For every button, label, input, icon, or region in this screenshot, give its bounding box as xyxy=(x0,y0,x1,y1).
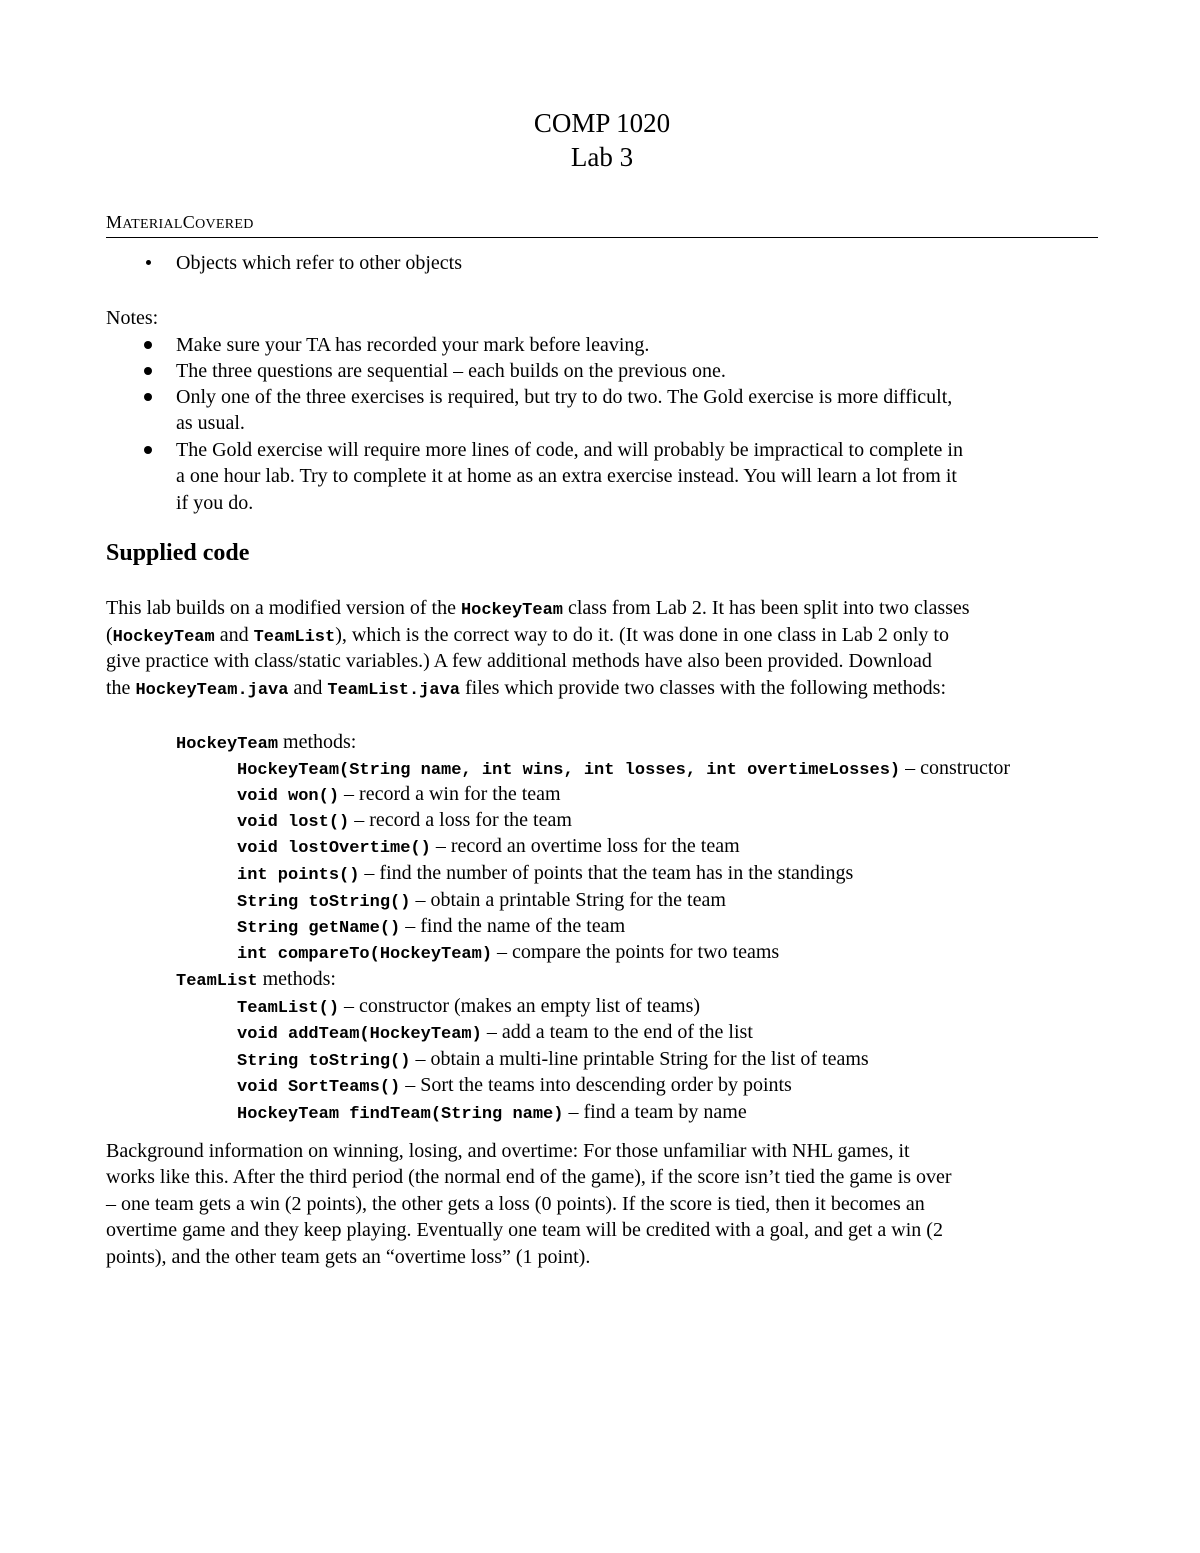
background-line: overtime game and they keep playing. Eventually one team will be credited with a goal, and get a win (2 xyxy=(106,1219,943,1241)
method-entry: TeamList() – constructor (makes an empty list of teams) xyxy=(237,995,701,1018)
material-item: Objects which refer to other objects xyxy=(176,252,463,274)
method-entry: String toString() – obtain a printable String for the team xyxy=(237,889,726,912)
lab-title: Lab 3 xyxy=(570,142,634,172)
method-entry: void won() – record a win for the team xyxy=(237,783,561,806)
bullet-icon xyxy=(144,446,152,454)
hockeyteam-methods-header: HockeyTeam methods: xyxy=(176,731,357,754)
method-entry: HockeyTeam findTeam(String name) – find a team by name xyxy=(237,1101,747,1124)
paragraph-line: This lab builds on a modified version of the HockeyTeam class from Lab 2. It has been split into two classes xyxy=(106,597,970,620)
paragraph-line: (HockeyTeam and TeamList), which is the correct way to do it. (It was done in one class in Lab 2 only to xyxy=(106,624,949,647)
notes-label: Notes: xyxy=(106,307,159,329)
paragraph-line: give practice with class/static variables.) A few additional methods have also been provided. Download xyxy=(106,650,932,672)
method-entry: String toString() – obtain a multi-line printable String for the list of teams xyxy=(237,1048,869,1071)
bullet-icon xyxy=(144,393,152,401)
method-entry: void lost() – record a loss for the team xyxy=(237,809,572,832)
note-item: The three questions are sequential – each builds on the previous one. xyxy=(176,360,726,382)
paragraph-line: the HockeyTeam.java and TeamList.java files which provide two classes with the following methods: xyxy=(106,677,947,700)
background-line: points), and the other team gets an “overtime loss” (1 point). xyxy=(106,1246,591,1268)
course-title: COMP 1020 xyxy=(533,108,671,138)
method-entry: int points() – find the number of points that the team has in the standings xyxy=(237,862,854,885)
method-entry: void SortTeams() – Sort the teams into descending order by points xyxy=(237,1074,792,1097)
background-line: works like this. After the third period (the normal end of the game), if the score isn’t tied the game is over xyxy=(106,1166,952,1188)
bullet-icon xyxy=(144,341,152,349)
teamlist-methods-header: TeamList methods: xyxy=(176,968,336,991)
background-line: Background information on winning, losing, and overtime: For those unfamiliar with NHL games, it xyxy=(106,1140,910,1162)
background-line: – one team gets a win (2 points), the other gets a loss (0 points). If the score is tied, then it becomes an xyxy=(106,1193,925,1215)
supplied-code-heading: Supplied code xyxy=(106,540,250,566)
material-covered-heading: MATERIALCOVERED xyxy=(106,212,1098,238)
method-entry: HockeyTeam(String name, int wins, int losses, int overtimeLosses) – constructor xyxy=(237,757,1011,780)
bullet-icon xyxy=(144,367,152,375)
note-item: Only one of the three exercises is required, but try to do two. The Gold exercise is more difficult, xyxy=(176,386,953,408)
note-item-continued: a one hour lab. Try to complete it at home as an extra exercise instead. You will learn a lot from it xyxy=(176,465,957,487)
method-entry: int compareTo(HockeyTeam) – compare the points for two teams xyxy=(237,941,780,964)
note-item: The Gold exercise will require more lines of code, and will probably be impractical to complete in xyxy=(176,439,963,461)
note-item: Make sure your TA has recorded your mark before leaving. xyxy=(176,334,650,356)
method-entry: void addTeam(HockeyTeam) – add a team to the end of the list xyxy=(237,1021,753,1044)
note-item-continued: as usual. xyxy=(176,412,245,434)
method-entry: String getName() – find the name of the team xyxy=(237,915,626,938)
bullet-icon xyxy=(146,260,151,265)
note-item-continued: if you do. xyxy=(176,492,254,514)
method-entry: void lostOvertime() – record an overtime loss for the team xyxy=(237,835,740,858)
